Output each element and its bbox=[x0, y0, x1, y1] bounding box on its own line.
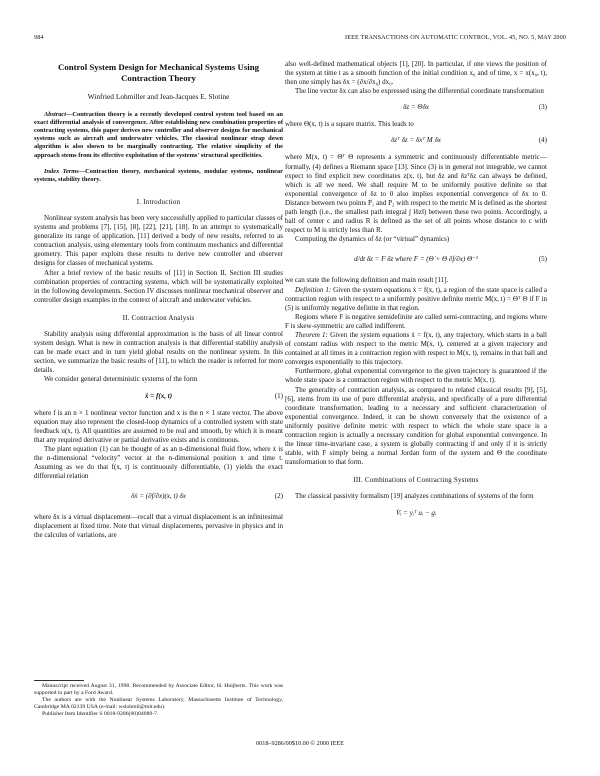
right-paragraph-6: we can state the following definition and main result [11]. bbox=[285, 276, 449, 285]
journal-header: IEEE TRANSACTIONS ON AUTOMATIC CONTROL, VOL. 45, NO. 5, MAY 2000 bbox=[345, 34, 566, 41]
equation-1-body: ẋ = f(x, t) bbox=[144, 391, 173, 400]
right-paragraph-3: where Θ(x, t) is a square matrix. This leads to bbox=[285, 120, 414, 129]
section-2-paragraph-3: where f is an n × 1 nonlinear vector function and x is the n × 1 state vector. The above equation may also represent the closed-loop dynamics of a controlled system with state feedback u(x, t). All quantities are assumed to be real and smooth, by which it is meant that any required derivative or partial derivative exists and is continuous. bbox=[34, 408, 283, 444]
definition-1 bbox=[285, 286, 547, 313]
theorem-1 bbox=[285, 331, 547, 367]
index-terms-label: Index Terms— bbox=[44, 167, 86, 175]
equation-2 bbox=[34, 485, 283, 509]
equation-5-number: (5) bbox=[538, 255, 547, 264]
index-terms-text: Contraction theory, mechanical systems, modular systems, nonlinear systems, stability theory. bbox=[34, 167, 283, 183]
equation-1-number: (1) bbox=[274, 391, 283, 400]
right-column bbox=[285, 60, 547, 526]
abstract-text: Contraction theory is a recently developed control system tool based on an exact differential analysis of convergence. After establishing new combination properties of contracting systems, this paper derives new controller and observer designs for mechanical systems such as aircraft and underwater vehicles. The classical nonlinear strap down algorithm is also shown to be marginally contracting. The relative simplicity of the approach stems from its effective exploitation of the systems' structural specificities. bbox=[34, 111, 283, 159]
footnote-manuscript: Manuscript received August 31, 1998. Recommended by Associate Editor, H. Huijberts. This work was supported in part by a Ford Award. bbox=[34, 683, 283, 696]
intro-paragraph-1: Nonlinear system analysis has been very successfully applied to particular classes of systems and problems [7], [15], [8], [22], [21], [18]. In an attempt to systematically generalize its range of application, [11] derived a body of new results, referred to as contraction analysis, using elementary tools from continuum mechanics and differential geometry. This paper exploits these results to derive new controller and observer designs for classes of mechanical systems. bbox=[34, 213, 283, 268]
footnote-publisher-id: Publisher Item Identifier S 0018-9286(00)04089-7. bbox=[42, 711, 159, 717]
section-2-title: II. Contraction Analysis bbox=[122, 313, 195, 322]
right-paragraph-1: also well-defined mathematical objects [1], [20]. In particular, if one views the position of the system at time t as a smooth function of the initial condition x₀ and of time, x = x(x₀, t), then one simply has δx = (∂x/∂x₀) dx₀. bbox=[285, 60, 547, 87]
theorem-1-text: Given the system equations ẋ = f(x, t), any trajectory, which starts in a ball of constant radius with respect to the metric M(x, t), centered at a given trajectory and contained at all times in a contraction region with respect to M(x, t), remains in that ball and converges exponentially to this trajectory. bbox=[285, 330, 547, 367]
equation-2-number: (2) bbox=[274, 492, 283, 501]
definition-1-text: Given the system equations ẋ = f(x, t), a region of the state space is called a contraction region with respect to a uniformly positive definite metric M(x, t) = Θᵀ Θ if F in (5) is uniformly negative definite in that region. bbox=[285, 285, 547, 312]
copyright-footer: 0018–9286/00$10.00 © 2000 IEEE bbox=[256, 740, 344, 747]
left-column bbox=[34, 60, 283, 541]
page-number: 984 bbox=[34, 34, 44, 41]
authors: Winfried Lohmiller and Jean-Jacques E. Slotine bbox=[87, 92, 230, 101]
equation-3-number: (3) bbox=[538, 103, 547, 112]
abstract bbox=[34, 111, 283, 160]
equation-5 bbox=[285, 248, 547, 272]
right-paragraph-7: Regions where F is negative semidefinite are called semi-contracting, and regions where F is skew-symmetric are called indifferent. bbox=[285, 312, 547, 330]
section-2-paragraph-5: where δx is a virtual displacement—recall that a virtual displacement is an infinitesimal displacement at fixed time. Note that virtual displacements, pervasive in physics and in the calculus of variations, are bbox=[34, 513, 283, 540]
equation-1 bbox=[34, 389, 283, 405]
equation-2-body: δẋ = (∂f/∂x)(x, t) δx bbox=[131, 492, 186, 501]
footnote-divider bbox=[34, 680, 84, 681]
right-paragraph-5: Computing the dynamics of δz (or “virtual” dynamics) bbox=[295, 235, 450, 244]
title-line-2: Contraction Theory bbox=[121, 73, 196, 83]
right-paragraph-9: The generality of contraction analysis, as compared to related classical results [9], [5], [6], stems from its use of pure differential analysis, and specifically of a pure differential coordinate transformation, leading to a necessary and sufficient characterization of exponential convergence. Indeed, it can be shown conversely that the existence of a uniformly positive definite metric with respect to which the whole state space is a contraction region is actually a necessary condition for global exponential convergence. In the linear time-invariant case, a system is globally contracting if and only if it is strictly stable, with F simply being a normal Jordan form of the system and Θ the coordinate transformation to that form. bbox=[285, 385, 547, 467]
footnote-authors: The authors are with the Nonlinear Systems Laboratory, Massachusetts Institute of Technology, Cambridge MA 02139 USA (e-mail: wslohmil@mit.edu). bbox=[34, 697, 283, 710]
title-line-1: Control System Design for Mechanical Systems Using bbox=[57, 62, 260, 72]
paper-title bbox=[34, 62, 283, 84]
definition-1-label: Definition 1: bbox=[295, 285, 332, 294]
equation-6 bbox=[285, 506, 547, 522]
equation-4-body: δzᵀ δz = δxᵀ M δx bbox=[391, 136, 441, 145]
right-paragraph-2: The line vector δx can also be expressed using the differential coordinate transformation bbox=[295, 87, 544, 96]
right-paragraph-8: Furthermore, global exponential convergence to the given trajectory is guaranteed if the whole state space is a contraction region with respect to the metric M(x, t). bbox=[285, 367, 547, 385]
equation-3-body: δz = Θδx bbox=[403, 103, 429, 112]
right-paragraph-4: where M(x, t) = Θᵀ Θ represents a symmetric and continuously differentiable metric—formally, (4) defines a Riemann space [13]. Since (3) is in general not integrable, we cannot expect to find explicit new coordinates z(x, t), but δz and δzᵀδz can always be defined, which is all we need. We shall require M to be uniformly positive definite so that exponential convergence of δz to 0 also implies exponential convergence of δx to 0. Distance between two points P₁ and P₂ with respect to the metric M is defined as the shortest path length (i.e., the smallest path integral ∫ ‖δz‖) between these two points. Accordingly, a ball of center c and radius R is defined as the set of all points whose distance to c with respect to M is strictly less than R. bbox=[285, 153, 547, 235]
equation-5-body: d/dt δz = F δz where F = (Θ̇ + Θ ∂f/∂x) Θ⁻¹ bbox=[354, 255, 478, 264]
abstract-label: Abstract— bbox=[44, 111, 73, 119]
equation-4-number: (4) bbox=[538, 136, 547, 145]
section-3-title: III. Combinations of Contracting Systems bbox=[353, 476, 479, 485]
theorem-1-label: Theorem 1: bbox=[295, 330, 328, 339]
section-1-title: I. Introduction bbox=[136, 197, 181, 206]
section-2-paragraph-4: The plant equation (1) can be thought of as an n-dimensional fluid flow, where ẋ is the n-dimensional “velocity” vector at the n-dimensional position x and time t. Assuming as we do that f(x, t) is continuously differentiable, (1) yields the exact differential relation bbox=[34, 444, 283, 481]
index-terms bbox=[34, 168, 283, 184]
section-2-paragraph-1: Stability analysis using differential approximation is the basis of all linear control system design. What is new in contraction analysis is that differential stability analysis can be made exact and in turn yield global results on the nonlinear system. In this section, we summarize the basic results of [11], to which the reader is referred for more details. bbox=[34, 329, 283, 375]
section-2-paragraph-2: We consider general deterministic systems of the form bbox=[44, 375, 198, 384]
footnotes bbox=[34, 683, 283, 718]
intro-paragraph-2: After a brief review of the basic results of [11] in Section II, Section III studies combination properties of contracting systems, which will be systematically exploited in the following developments. Section IV discusses nonlinear mechanical observer and controller design examples in the context of aircraft and underwater vehicles. bbox=[34, 268, 283, 304]
equation-4 bbox=[285, 133, 547, 149]
equation-6-body: V̇ᵢ = yᵢᵀ uᵢ − gᵢ bbox=[396, 508, 436, 517]
section-3-paragraph-1: The classical passivity formalism [19] analyzes combinations of systems of the form bbox=[295, 492, 534, 501]
equation-3 bbox=[285, 100, 547, 116]
